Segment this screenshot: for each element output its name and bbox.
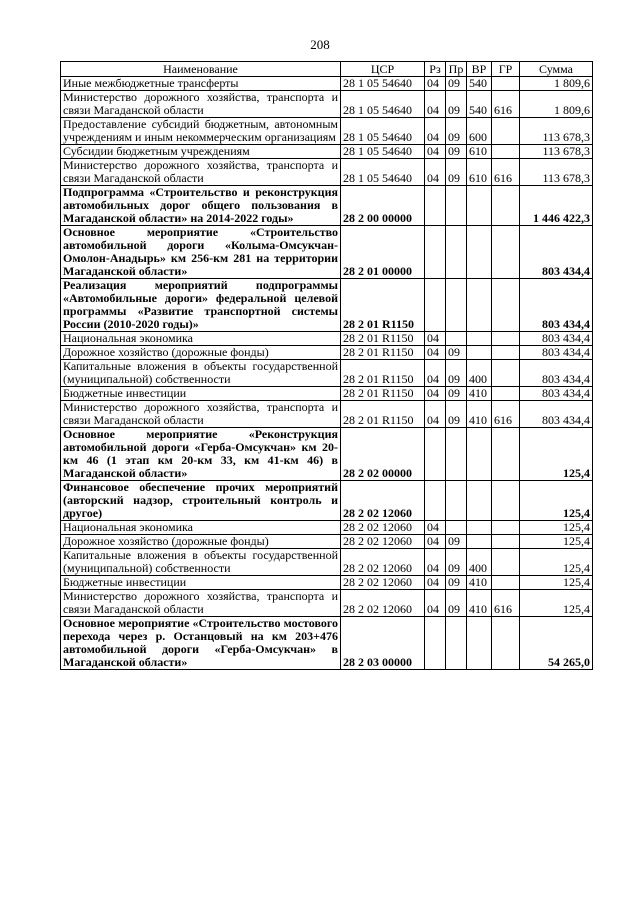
- row-vr: 410: [467, 401, 492, 428]
- row-csr: 28 2 00 00000: [341, 186, 425, 226]
- row-pr: [446, 186, 467, 226]
- table-row: [61, 360, 593, 387]
- row-vr: 410: [467, 576, 492, 590]
- header-rz: Рз: [425, 62, 446, 77]
- table-row: [61, 226, 593, 279]
- row-name: Национальная экономика: [61, 521, 341, 535]
- row-csr: 28 1 05 54640: [341, 91, 425, 118]
- row-name: Иные межбюджетные трансферты: [61, 77, 341, 91]
- row-gr: [492, 332, 520, 346]
- row-csr: 28 2 01 R1150: [341, 346, 425, 360]
- row-vr: [467, 617, 492, 670]
- header-vr: ВР: [467, 62, 492, 77]
- row-gr: [492, 186, 520, 226]
- row-rz: 04: [425, 535, 446, 549]
- row-vr: 600: [467, 118, 492, 145]
- table-row: [61, 576, 593, 590]
- row-gr: [492, 617, 520, 670]
- row-name: Капитальные вложения в объекты государственной (муниципальной) собственности: [61, 360, 341, 387]
- row-sum: 125,4: [520, 590, 593, 617]
- row-vr: 610: [467, 145, 492, 159]
- header-sum: Сумма: [520, 62, 593, 77]
- row-sum: 125,4: [520, 535, 593, 549]
- row-name: Субсидии бюджетным учреждениям: [61, 145, 341, 159]
- row-name: Основное мероприятие «Реконструкция автомобильной дороги «Герба-Омсукчан» км 20-км 46 (1 этап км 20-км 33, км 41-км 46) в Магаданской области»: [61, 428, 341, 481]
- table-row: [61, 549, 593, 576]
- row-vr: [467, 428, 492, 481]
- row-pr: [446, 428, 467, 481]
- row-sum: 803 434,4: [520, 401, 593, 428]
- row-csr: 28 2 02 12060: [341, 590, 425, 617]
- row-csr: 28 2 03 00000: [341, 617, 425, 670]
- row-gr: [492, 521, 520, 535]
- row-rz: 04: [425, 77, 446, 91]
- row-csr: 28 2 01 R1150: [341, 387, 425, 401]
- row-pr: 09: [446, 91, 467, 118]
- row-pr: 09: [446, 549, 467, 576]
- row-sum: 125,4: [520, 428, 593, 481]
- row-gr: 616: [492, 401, 520, 428]
- row-pr: [446, 279, 467, 332]
- row-rz: 04: [425, 346, 446, 360]
- row-csr: 28 2 02 12060: [341, 576, 425, 590]
- row-pr: 09: [446, 360, 467, 387]
- row-sum: 125,4: [520, 521, 593, 535]
- row-rz: 04: [425, 118, 446, 145]
- table-row: [61, 91, 593, 118]
- table-body: [61, 77, 593, 670]
- row-name: Дорожное хозяйство (дорожные фонды): [61, 535, 341, 549]
- table-row: [61, 535, 593, 549]
- row-sum: 803 434,4: [520, 226, 593, 279]
- table-row: [61, 346, 593, 360]
- row-gr: 616: [492, 91, 520, 118]
- table-row: [61, 186, 593, 226]
- row-gr: [492, 226, 520, 279]
- row-gr: [492, 549, 520, 576]
- row-sum: 54 265,0: [520, 617, 593, 670]
- row-sum: 803 434,4: [520, 332, 593, 346]
- row-vr: [467, 481, 492, 521]
- row-gr: [492, 145, 520, 159]
- row-rz: 04: [425, 145, 446, 159]
- row-pr: 09: [446, 401, 467, 428]
- row-vr: 400: [467, 549, 492, 576]
- row-rz: 04: [425, 549, 446, 576]
- row-csr: 28 2 01 R1150: [341, 332, 425, 346]
- row-gr: [492, 481, 520, 521]
- row-pr: 09: [446, 346, 467, 360]
- row-vr: 610: [467, 159, 492, 186]
- row-rz: [425, 279, 446, 332]
- row-rz: [425, 226, 446, 279]
- row-name: Министерство дорожного хозяйства, транспорта и связи Магаданской области: [61, 91, 341, 118]
- row-rz: 04: [425, 360, 446, 387]
- row-vr: 410: [467, 590, 492, 617]
- row-vr: [467, 332, 492, 346]
- row-csr: 28 2 02 12060: [341, 521, 425, 535]
- table-row: [61, 332, 593, 346]
- row-pr: 09: [446, 387, 467, 401]
- row-pr: 09: [446, 576, 467, 590]
- row-rz: 04: [425, 576, 446, 590]
- row-rz: 04: [425, 401, 446, 428]
- row-vr: 400: [467, 360, 492, 387]
- table-row: [61, 590, 593, 617]
- row-gr: [492, 77, 520, 91]
- row-gr: [492, 428, 520, 481]
- row-sum: 125,4: [520, 481, 593, 521]
- table-row: [61, 118, 593, 145]
- row-csr: 28 2 01 00000: [341, 226, 425, 279]
- row-name: Предоставление субсидий бюджетным, автономным учреждениям и иным некоммерческим организациям: [61, 118, 341, 145]
- row-pr: 09: [446, 145, 467, 159]
- row-csr: 28 2 02 00000: [341, 428, 425, 481]
- table-row: [61, 481, 593, 521]
- row-name: Финансовое обеспечение прочих мероприятий (авторский надзор, строительный контроль и другое): [61, 481, 341, 521]
- row-sum: 803 434,4: [520, 360, 593, 387]
- row-sum: 113 678,3: [520, 118, 593, 145]
- table-row: [61, 77, 593, 91]
- page-number: 208: [310, 37, 330, 52]
- row-gr: [492, 279, 520, 332]
- table-row: [61, 617, 593, 670]
- row-name: Капитальные вложения в объекты государственной (муниципальной) собственности: [61, 549, 341, 576]
- row-name: Основное мероприятие «Строительство мостового перехода через р. Останцовый на км 203+476 автомобильной дороги «Герба-Омсукчан» в Магаданской области»: [61, 617, 341, 670]
- table-header-row: [61, 62, 593, 77]
- row-sum: 1 446 422,3: [520, 186, 593, 226]
- row-sum: 125,4: [520, 576, 593, 590]
- row-csr: 28 1 05 54640: [341, 77, 425, 91]
- row-vr: 410: [467, 387, 492, 401]
- table-row: [61, 428, 593, 481]
- row-name: Реализация мероприятий подпрограммы «Автомобильные дороги» федеральной целевой программы «Развитие транспортной системы России (2010-2020 годы)»: [61, 279, 341, 332]
- row-gr: [492, 360, 520, 387]
- row-vr: [467, 279, 492, 332]
- row-name: Подпрограмма «Строительство и реконструкция автомобильных дорог общего пользования в Магаданской области» на 2014-2022 годы»: [61, 186, 341, 226]
- row-sum: 803 434,4: [520, 387, 593, 401]
- row-pr: [446, 617, 467, 670]
- header-gr: ГР: [492, 62, 520, 77]
- row-csr: 28 1 05 54640: [341, 118, 425, 145]
- row-csr: 28 1 05 54640: [341, 159, 425, 186]
- row-sum: 803 434,4: [520, 279, 593, 332]
- row-csr: 28 2 02 12060: [341, 481, 425, 521]
- row-name: Национальная экономика: [61, 332, 341, 346]
- row-rz: [425, 481, 446, 521]
- row-pr: [446, 226, 467, 279]
- header-pr: Пр: [446, 62, 467, 77]
- table-row: [61, 279, 593, 332]
- row-name: Министерство дорожного хозяйства, транспорта и связи Магаданской области: [61, 159, 341, 186]
- row-vr: [467, 226, 492, 279]
- table-row: [61, 159, 593, 186]
- row-pr: [446, 521, 467, 535]
- row-csr: 28 2 02 12060: [341, 549, 425, 576]
- row-rz: 04: [425, 159, 446, 186]
- budget-table: [60, 61, 593, 670]
- row-csr: 28 2 01 R1150: [341, 279, 425, 332]
- row-rz: 04: [425, 590, 446, 617]
- table-row: [61, 145, 593, 159]
- row-gr: [492, 535, 520, 549]
- row-gr: [492, 346, 520, 360]
- row-csr: 28 2 02 12060: [341, 535, 425, 549]
- row-vr: 540: [467, 77, 492, 91]
- row-name: Министерство дорожного хозяйства, транспорта и связи Магаданской области: [61, 590, 341, 617]
- table-row: [61, 387, 593, 401]
- row-vr: [467, 346, 492, 360]
- row-pr: 09: [446, 535, 467, 549]
- row-csr: 28 1 05 54640: [341, 145, 425, 159]
- row-vr: [467, 521, 492, 535]
- row-gr: [492, 387, 520, 401]
- row-sum: 125,4: [520, 549, 593, 576]
- row-vr: [467, 535, 492, 549]
- row-rz: 04: [425, 91, 446, 118]
- row-gr: [492, 118, 520, 145]
- row-sum: 113 678,3: [520, 145, 593, 159]
- table-row: [61, 401, 593, 428]
- row-csr: 28 2 01 R1150: [341, 401, 425, 428]
- row-rz: [425, 186, 446, 226]
- row-csr: 28 2 01 R1150: [341, 360, 425, 387]
- row-name: Бюджетные инвестиции: [61, 576, 341, 590]
- row-pr: 09: [446, 590, 467, 617]
- row-name: Основное мероприятие «Строительство автомобильной дороги «Колыма-Омсукчан-Омолон-Анадырь» км 256-км 281 на территории Магаданской области»: [61, 226, 341, 279]
- row-pr: [446, 481, 467, 521]
- row-rz: [425, 617, 446, 670]
- row-rz: [425, 428, 446, 481]
- row-sum: 803 434,4: [520, 346, 593, 360]
- row-pr: 09: [446, 77, 467, 91]
- row-gr: [492, 576, 520, 590]
- table-row: [61, 521, 593, 535]
- row-pr: 09: [446, 118, 467, 145]
- row-vr: [467, 186, 492, 226]
- row-rz: 04: [425, 332, 446, 346]
- row-gr: 616: [492, 590, 520, 617]
- row-sum: 113 678,3: [520, 159, 593, 186]
- row-pr: 09: [446, 159, 467, 186]
- row-vr: 540: [467, 91, 492, 118]
- row-name: Министерство дорожного хозяйства, транспорта и связи Магаданской области: [61, 401, 341, 428]
- row-name: Дорожное хозяйство (дорожные фонды): [61, 346, 341, 360]
- row-sum: 1 809,6: [520, 77, 593, 91]
- row-rz: 04: [425, 521, 446, 535]
- header-name: Наименование: [61, 62, 341, 77]
- row-pr: [446, 332, 467, 346]
- row-name: Бюджетные инвестиции: [61, 387, 341, 401]
- header-csr: ЦСР: [341, 62, 425, 77]
- row-rz: 04: [425, 387, 446, 401]
- row-gr: 616: [492, 159, 520, 186]
- row-sum: 1 809,6: [520, 91, 593, 118]
